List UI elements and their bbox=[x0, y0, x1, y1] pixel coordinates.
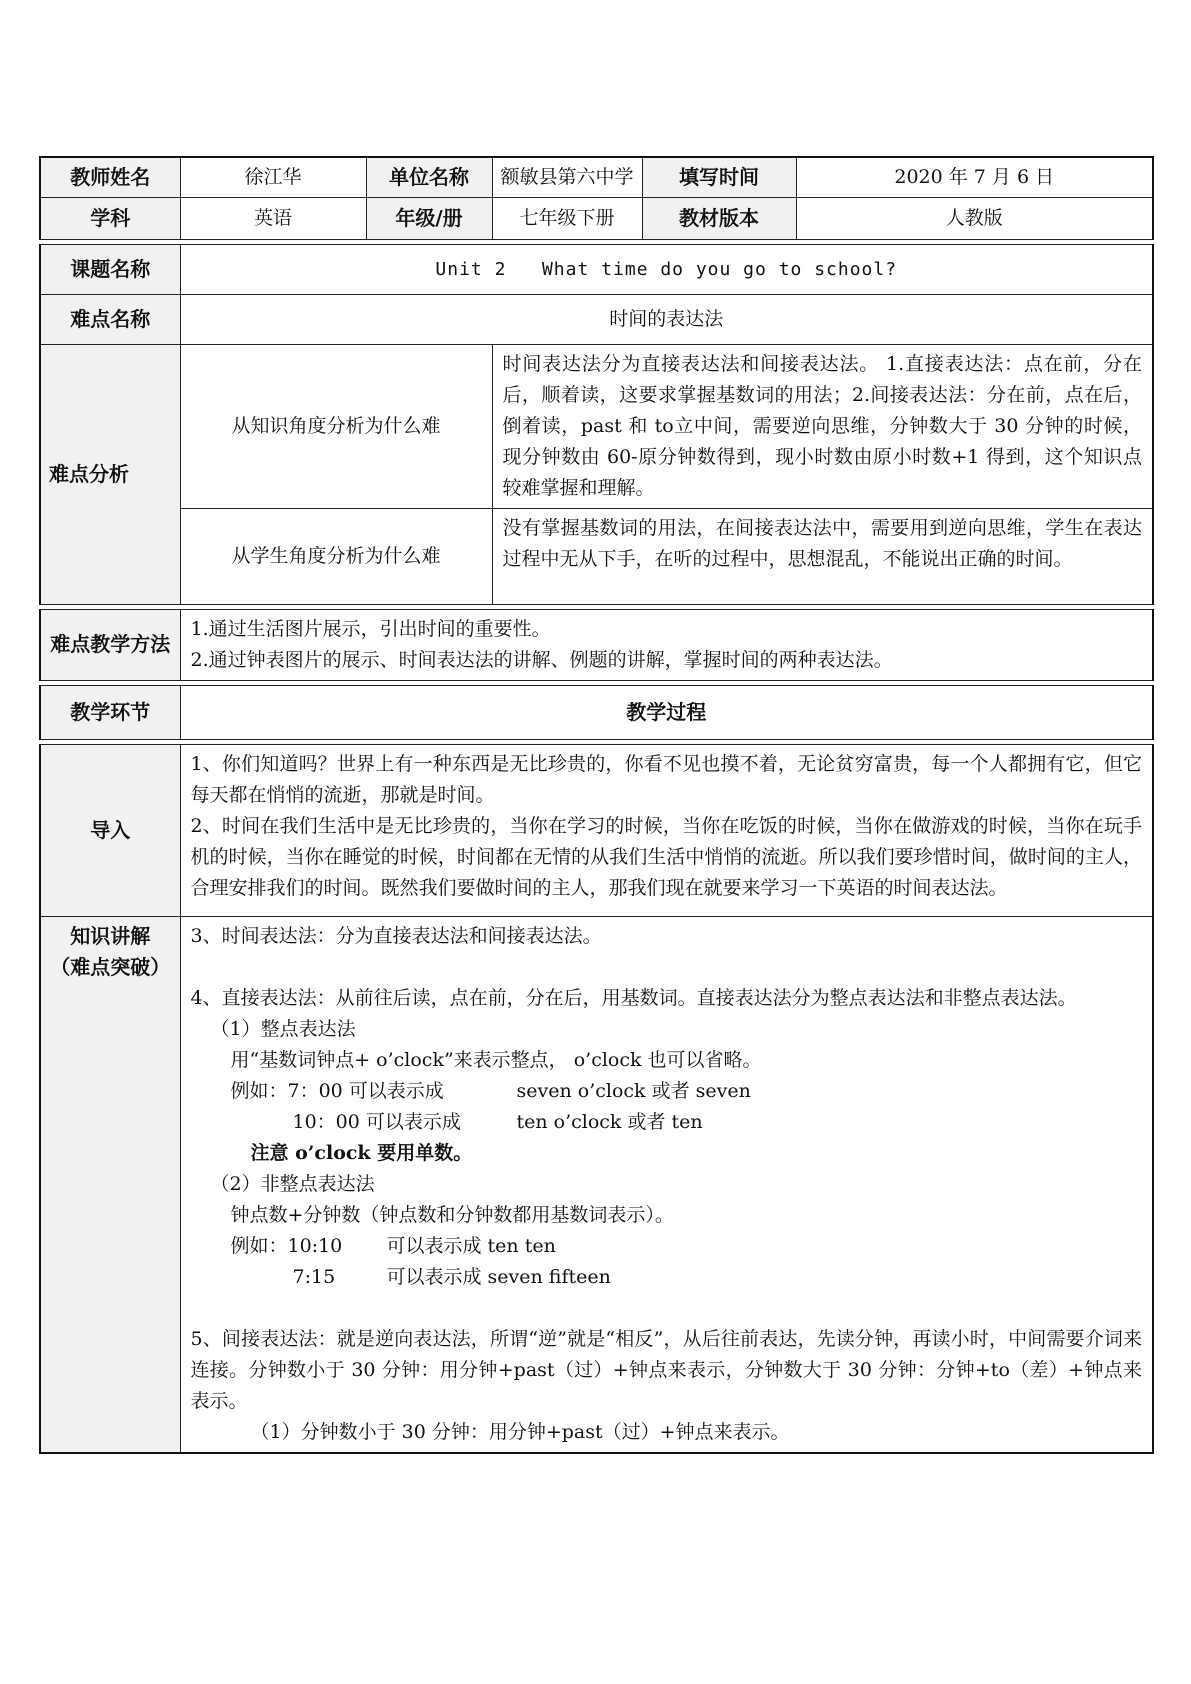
whole-hour-rule: 用“基数词钟点+ o’clock”来表示整点， o’clock 也可以省略。 bbox=[230, 1048, 762, 1071]
lesson-plan-table bbox=[39, 156, 1154, 1454]
method-row bbox=[40, 609, 1153, 680]
unit-value: 额敏县第六中学 bbox=[492, 157, 642, 197]
lesson-plan-document bbox=[39, 156, 1152, 1454]
date-label: 填写时间 bbox=[642, 157, 796, 197]
knowledge-paragraph-4: 4、直接表达法：从前往后读，点在前，分在后，用基数词。直接表达法分为整点表达法和非整点表达法。 bbox=[190, 986, 1077, 1009]
knowledge-angle-label: 从知识角度分析为什么难 bbox=[180, 344, 492, 508]
analysis-knowledge-row bbox=[40, 344, 1153, 508]
non-whole-hour-rule: 钟点数+分钟数（钟点数和分钟数都用基数词表示）。 bbox=[230, 1203, 674, 1226]
header-row-1 bbox=[40, 157, 1153, 197]
knowledge-paragraph-5: 5、间接表达法：就是逆向表达法，所谓“逆”就是“相反”，从后往前表达，先读分钟，再读小时，中间需要介词来连接。分钟数小于 30 分钟：用分钟+past（过）+钟点来表示，分钟数大于 30 分钟：分钟+to（差）+钟点来表示。 bbox=[190, 1327, 1142, 1412]
analysis-student-row bbox=[40, 508, 1153, 604]
edition-value: 人教版 bbox=[796, 197, 1153, 239]
whole-hour-example-2 bbox=[191, 1107, 1143, 1138]
topic-value: Unit 2 What time do you go to school? bbox=[180, 244, 1153, 294]
difficulty-label: 难点名称 bbox=[40, 294, 180, 344]
example-3-value: 可以表示成 ten ten bbox=[386, 1234, 556, 1257]
grade-label: 年级/册 bbox=[366, 197, 492, 239]
topic-label: 课题名称 bbox=[40, 244, 180, 294]
intro-paragraph-2: 2、时间在我们生活中是无比珍贵的，当你在学习的时候，当你在吃饭的时候，当你在做游戏的时候，当你在玩手机的时候，当你在睡觉的时候，时间都在无情的从我们生活中悄悄的流逝。所以我们要珍惜时间，做时间的主人，合理安排我们的时间。既然我们要做时间的主人，那我们现在就要来学习一下英语的时间表达法。 bbox=[190, 814, 1142, 899]
non-whole-hour-example-1 bbox=[191, 1231, 1143, 1262]
analysis-label: 难点分析 bbox=[40, 344, 180, 604]
unit-label: 单位名称 bbox=[366, 157, 492, 197]
knowledge-label-line-1: 知识讲解 bbox=[70, 923, 151, 948]
example-2-value: ten o’clock 或者 ten bbox=[516, 1110, 703, 1133]
whole-hour-note: 注意 o’clock 要用单数。 bbox=[250, 1141, 473, 1164]
knowledge-paragraph-3: 3、时间表达法：分为直接表达法和间接表达法。 bbox=[190, 924, 602, 947]
example-2-prefix: 10：00 可以表示成 bbox=[292, 1110, 461, 1133]
topic-row bbox=[40, 244, 1153, 294]
whole-hour-title: （1）整点表达法 bbox=[210, 1017, 356, 1040]
edition-label: 教材版本 bbox=[642, 197, 796, 239]
grade-value: 七年级下册 bbox=[492, 197, 642, 239]
intro-paragraph-1: 1、你们知道吗？世界上有一种东西是无比珍贵的，你看不见也摸不着，无论贫穷富贵，每一个人都拥有它，但它每天都在悄悄的流逝，那就是时间。 bbox=[190, 752, 1142, 806]
intro-content bbox=[180, 744, 1153, 916]
student-angle-label: 从学生角度分析为什么难 bbox=[180, 508, 492, 604]
knowledge-content bbox=[180, 916, 1153, 1453]
method-content bbox=[180, 609, 1153, 680]
example-4-prefix: 7:15 bbox=[292, 1265, 336, 1288]
difficulty-value: 时间的表达法 bbox=[180, 294, 1153, 344]
whole-hour-example-1 bbox=[191, 1076, 1143, 1107]
example-1-prefix: 例如：7：00 可以表示成 bbox=[230, 1079, 444, 1102]
date-value: 2020 年 7 月 6 日 bbox=[796, 157, 1153, 197]
knowledge-angle-text: 时间表达法分为直接表达法和间接表达法。 1.直接表达法：点在前，分在后，顺着读，这要求掌握基数词的用法；2.间接表达法：分在前，点在后，倒着读，past 和 to立中间，需要逆向思维，分钟数大于 30 分钟的时候，现分钟数由 60-原分钟数得到，现小时数由原小时数+1 得到，这个知识点较难掌握和理解。 bbox=[492, 344, 1153, 508]
example-1-value: seven o’clock 或者 seven bbox=[516, 1079, 751, 1102]
knowledge-label-line-2: （难点突破） bbox=[50, 954, 171, 979]
stage-header: 教学环节 bbox=[40, 685, 180, 739]
intro-label: 导入 bbox=[40, 744, 180, 916]
knowledge-row bbox=[40, 916, 1153, 1453]
intro-row bbox=[40, 744, 1153, 916]
example-3-prefix: 例如：10:10 bbox=[230, 1234, 343, 1257]
indirect-subsection-1: （1）分钟数小于 30 分钟：用分钟+past（过）+钟点来表示。 bbox=[250, 1420, 790, 1443]
header-row-2 bbox=[40, 197, 1153, 239]
example-4-value: 可以表示成 seven fifteen bbox=[386, 1265, 611, 1288]
difficulty-row bbox=[40, 294, 1153, 344]
process-header-row bbox=[40, 685, 1153, 739]
teacher-value: 徐江华 bbox=[180, 157, 366, 197]
student-angle-text: 没有掌握基数词的用法，在间接表达法中，需要用到逆向思维，学生在表达过程中无从下手，在听的过程中，思想混乱，不能说出正确的时间。 bbox=[492, 508, 1153, 604]
knowledge-label bbox=[40, 916, 180, 1453]
subject-label: 学科 bbox=[40, 197, 180, 239]
method-line-1: 1.通过生活图片展示，引出时间的重要性。 bbox=[190, 617, 551, 640]
non-whole-hour-title: （2）非整点表达法 bbox=[210, 1172, 375, 1195]
subject-value: 英语 bbox=[180, 197, 366, 239]
teacher-label: 教师姓名 bbox=[40, 157, 180, 197]
method-line-2: 2.通过钟表图片的展示、时间表达法的讲解、例题的讲解，掌握时间的两种表达法。 bbox=[190, 648, 893, 671]
non-whole-hour-example-2 bbox=[191, 1262, 1143, 1293]
method-label: 难点教学方法 bbox=[40, 609, 180, 680]
process-header: 教学过程 bbox=[180, 685, 1153, 739]
